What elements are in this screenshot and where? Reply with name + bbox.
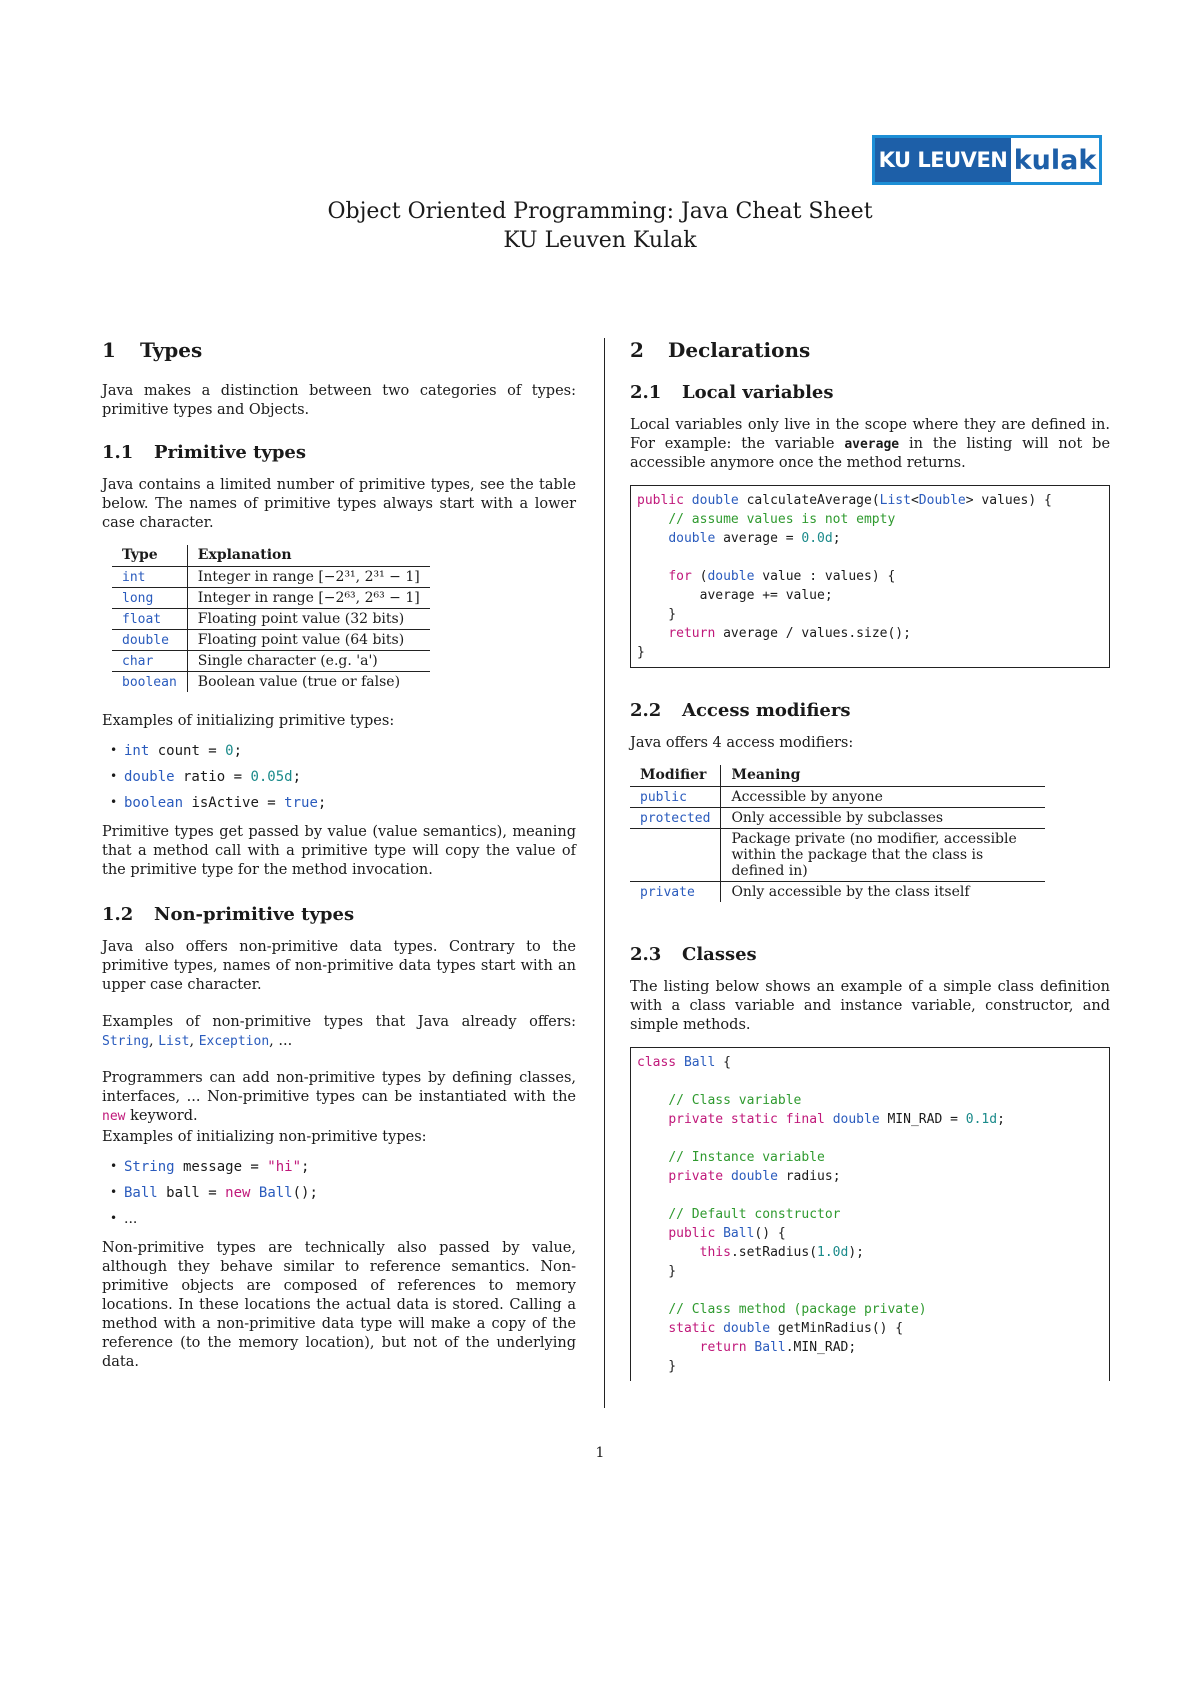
non-primitive-pass-paragraph: Non-primitive types are technically also passed by value, although they behave similar to reference semantics. Non-primitive objects are composed of references to memory locations. In these locations the actual data is stored. Calling a method with a non-primitive data type will make a copy of the reference (to the memory location), but not of the underlying data. [102,1240,576,1370]
section-2-1-paragraph: Local variables only live in the scope where they are defined in. For example: the variable average in the listing will not be accessible anymore once the method returns. [630,417,1111,471]
modifier-code-cell: protected [630,808,721,829]
type-code-cell: float [112,609,187,630]
page-number: 1 [595,1445,605,1461]
type-description-cell: Integer in range [−2³¹, 2³¹ − 1] [187,567,429,588]
primitive-examples-list [102,743,576,811]
table-row [112,588,430,609]
document-title [0,197,1200,255]
access-modifiers-table [630,765,1045,902]
table-row [112,609,430,630]
type-description-cell: Integer in range [−2⁶³, 2⁶³ − 1] [187,588,429,609]
modifier-description-cell: Only accessible by the class itself [721,882,1045,903]
primitive-types-table [112,545,430,692]
table-row [630,829,1045,882]
modifier-code-cell [630,829,721,882]
table-header-explanation: Explanation [197,547,292,563]
section-2-3-heading: 2.3 Classes [630,944,757,965]
table-header-row [112,545,430,567]
logo-kulak: kulak [1011,138,1099,182]
list-item: • int count = 0; [124,743,576,759]
class-code-listing: class Ball { // Class variable private static final double MIN_RAD = 0.1d; // Instance variable private double radius; // Default constructor public Ball() { this.setRadius(1.0d); } // Class method (package private) static double getMinRadius() { return Ball.MIN_RAD; } [630,1047,1110,1381]
title-line-2: KU Leuven Kulak [503,228,697,253]
type-code-cell: long [112,588,187,609]
table-header-row [630,765,1045,787]
non-primitive-examples-list [102,1159,576,1227]
section-2-3-paragraph: The listing below shows an example of a simple class definition with a class variable and instance variable, constructor, and simple methods. [630,979,1110,1033]
left-column [102,338,576,1384]
logo-ku-leuven: KU LEUVEN [875,138,1011,182]
type-description-cell: Boolean value (true or false) [187,672,429,693]
section-1-2-paragraph-2: Examples of non-primitive types that Java already offers: String, List, Exception, ... [102,1014,576,1049]
list-item: • String message = "hi"; [124,1159,576,1175]
section-1-intro: Java makes a distinction between two categories of types: primitive types and Objects. [102,383,576,418]
primitive-examples-label: Examples of initializing primitive types: [102,713,395,729]
table-header-type: Type [112,545,187,567]
section-1-2-heading: 1.2 Non-primitive types [102,904,355,925]
list-item: • double ratio = 0.05d; [124,769,576,785]
table-row [112,567,430,588]
section-1-2-paragraph-3: Programmers can add non-primitive types by defining classes, interfaces, ... Non-primitive types can be instantiated with the new keyword. [102,1070,576,1124]
type-description-cell: Floating point value (64 bits) [187,630,429,651]
modifier-code-cell: private [630,882,721,903]
list-item: • ... [124,1211,576,1227]
list-item: • Ball ball = new Ball(); [124,1185,576,1201]
type-code-cell: boolean [112,672,187,693]
column-divider [604,338,605,1408]
ku-leuven-kulak-logo [872,135,1102,185]
type-description-cell: Single character (e.g. 'a') [187,651,429,672]
section-1-2-paragraph-1: Java also offers non-primitive data types. Contrary to the primitive types, names of non-primitive data types start with an upper case character. [102,939,576,993]
section-1-heading: 1 Types [102,338,203,362]
list-item: • boolean isActive = true; [124,795,576,811]
table-row [112,630,430,651]
section-2-1-heading: 2.1 Local variables [630,382,834,403]
table-header-modifier: Modifier [630,765,721,787]
table-row [630,787,1045,808]
type-code-cell: double [112,630,187,651]
right-column [630,338,1110,1381]
primitive-pass-by-value-paragraph: Primitive types get passed by value (value semantics), meaning that a method call with a primitive type will copy the value of the primitive type for the method invocation. [102,824,576,878]
section-2-2-paragraph: Java offers 4 access modifiers: [630,735,854,751]
section-2-heading: 2 Declarations [630,338,811,362]
table-header-meaning: Meaning [731,767,801,783]
modifier-description-cell: Accessible by anyone [721,787,1045,808]
table-row [112,672,430,693]
modifier-description-cell: Only accessible by subclasses [721,808,1045,829]
table-row [112,651,430,672]
local-variables-code-listing: public double calculateAverage(List<Double> values) { // assume values is not empty double average = 0.0d; for (double value : values) { average += value; } return average / values.size(); } [630,485,1110,668]
section-2-2-heading: 2.2 Access modifiers [630,700,851,721]
section-1-1-paragraph: Java contains a limited number of primitive types, see the table below. The names of primitive types always start with a lower case character. [102,477,576,531]
type-description-cell: Floating point value (32 bits) [187,609,429,630]
modifier-code-cell: public [630,787,721,808]
non-primitive-examples-label: Examples of initializing non-primitive types: [102,1129,427,1145]
title-line-1: Object Oriented Programming: Java Cheat Sheet [327,199,873,224]
type-code-cell: int [112,567,187,588]
modifier-description-cell: Package private (no modifier, accessible within the package that the class is defined in) [721,829,1045,882]
type-code-cell: char [112,651,187,672]
table-row [630,882,1045,903]
table-row [630,808,1045,829]
section-1-1-heading: 1.1 Primitive types [102,442,307,463]
